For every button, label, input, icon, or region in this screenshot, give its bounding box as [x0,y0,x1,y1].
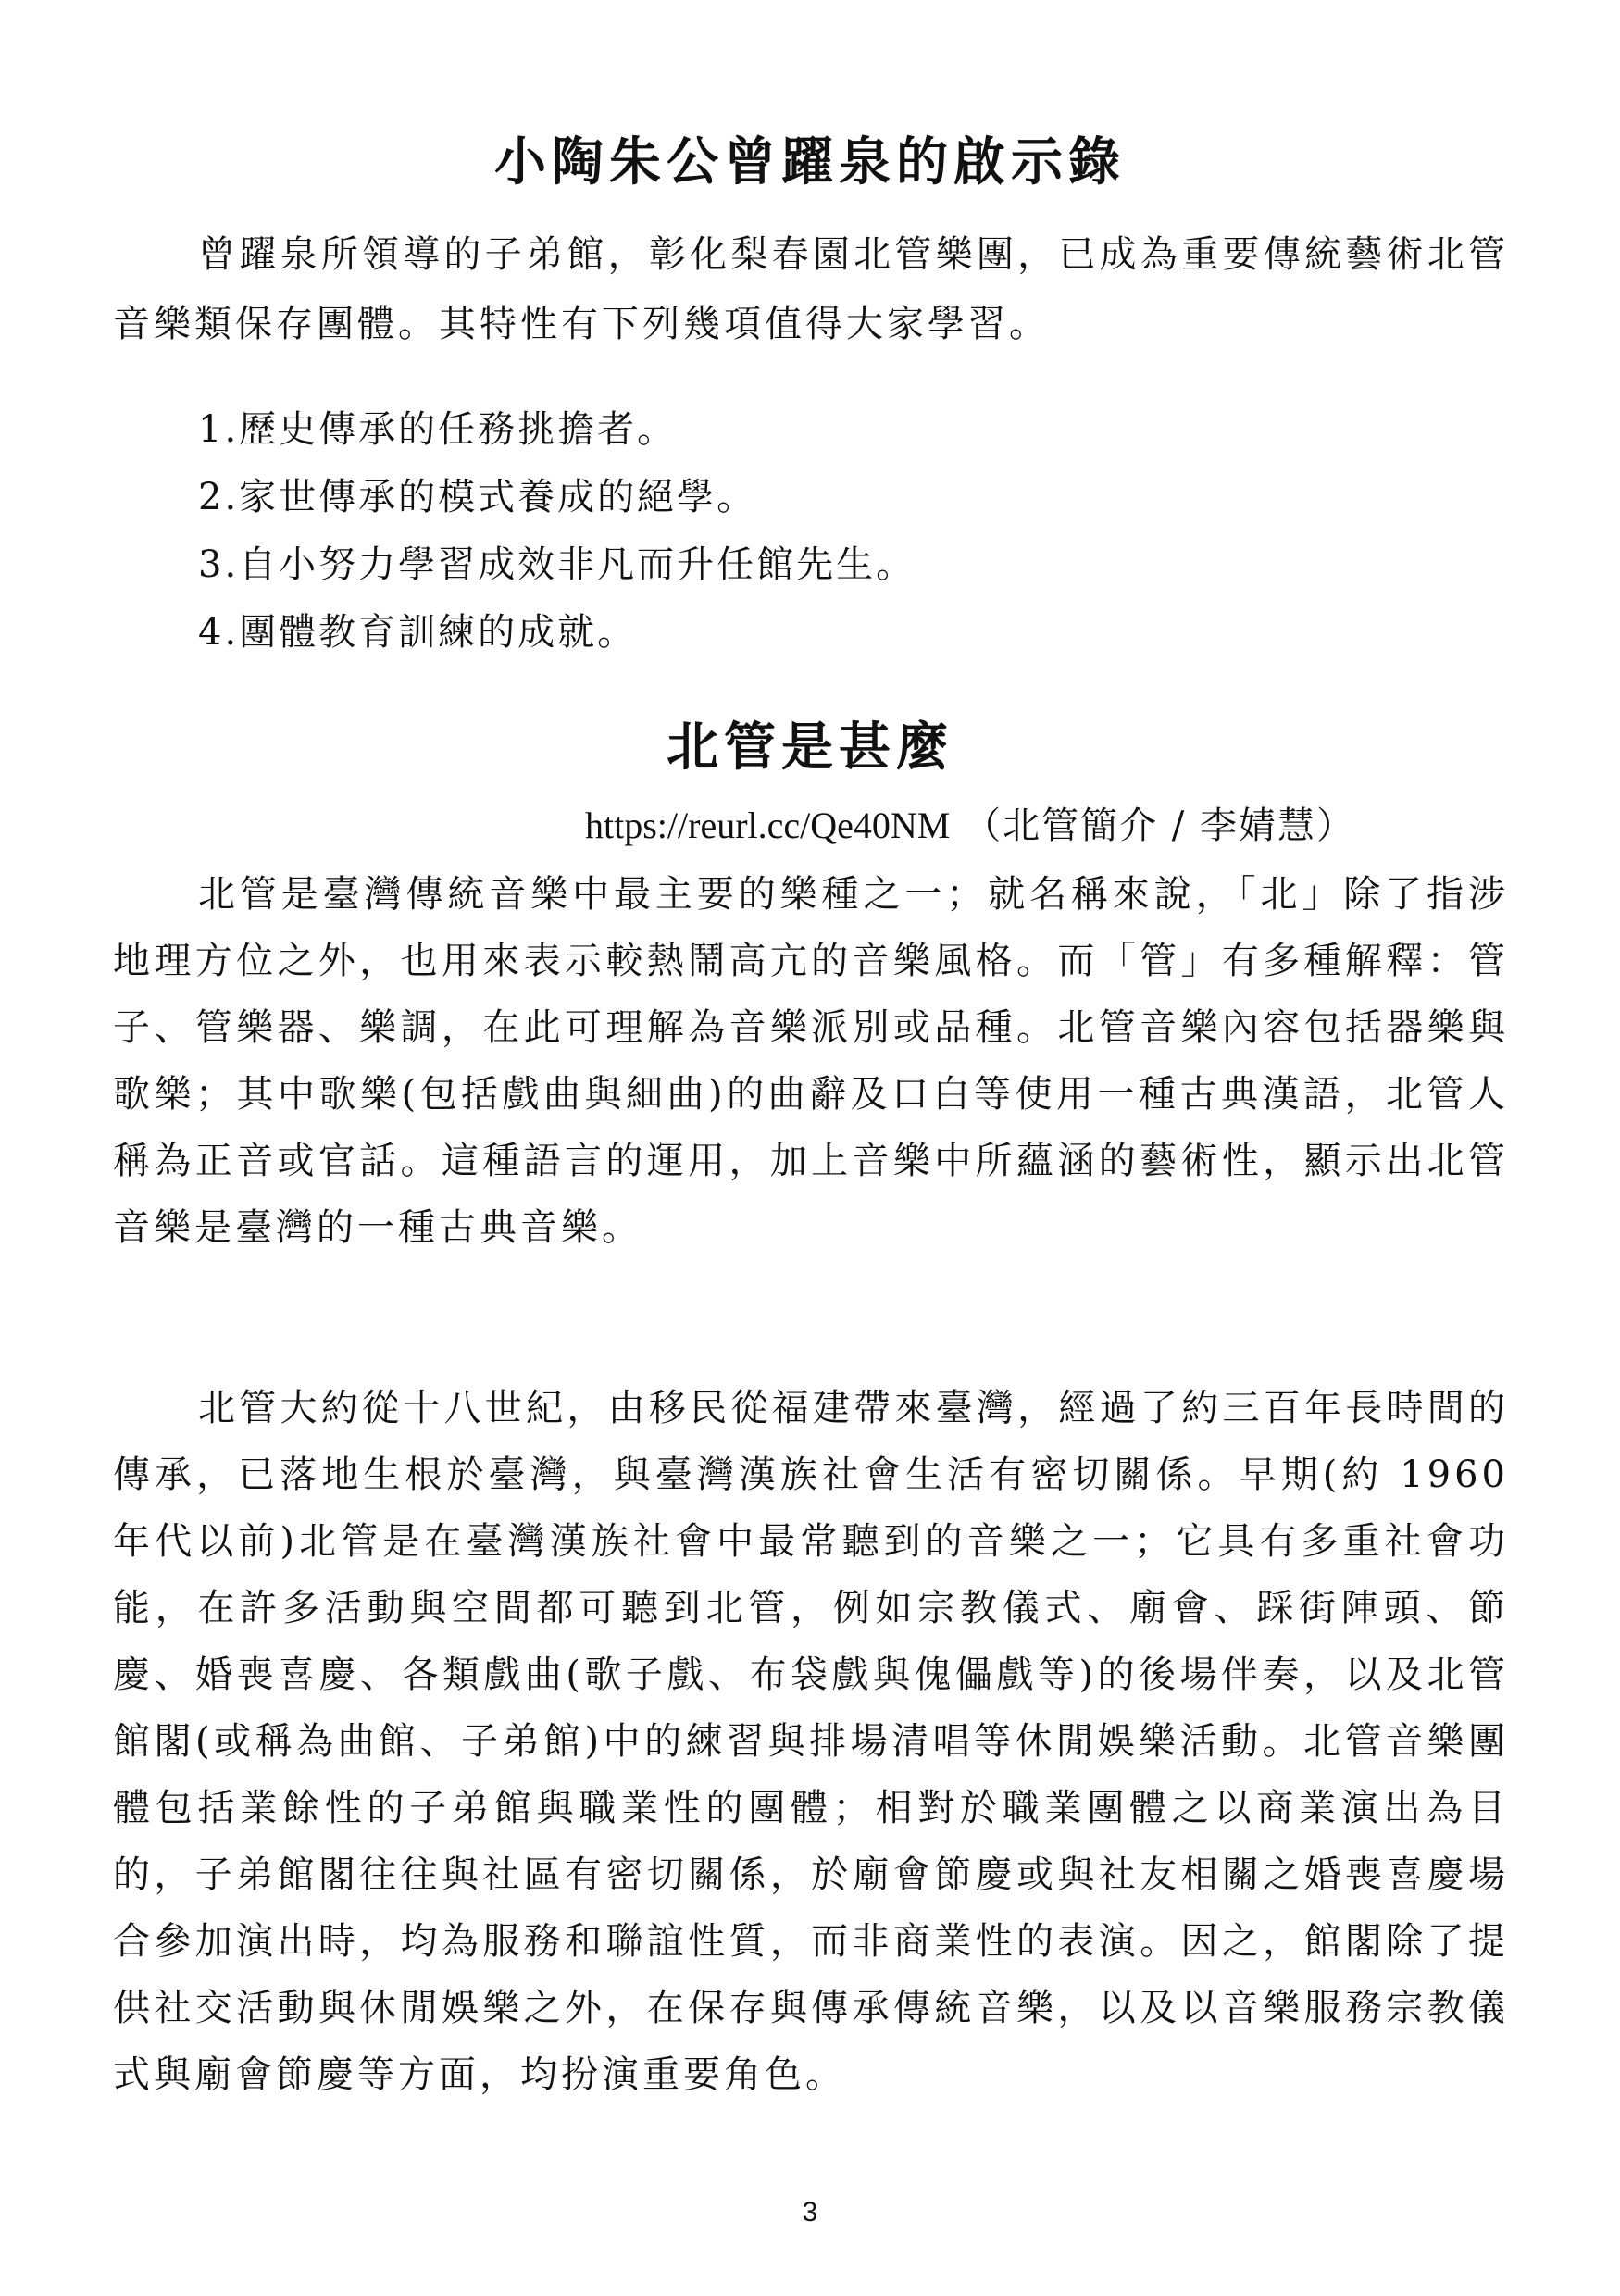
intro-paragraph: 曾躍泉所領導的子弟館，彰化梨春園北管樂團，已成為重要傳統藝術北管音樂類保存團體。其特性有下列幾項值得大家學習。 [113,233,1509,345]
list-item: 1.歷史傳承的任務挑擔者。 [198,408,678,451]
reference-line [585,798,1511,854]
list-item: 4.團體教育訓練的成就。 [198,611,638,654]
page-number: 3 [802,2197,818,2227]
reference-url[interactable]: https://reurl.cc/Qe40NM [585,805,951,846]
list-item: 2.家世傳承的模式養成的絕學。 [198,476,757,518]
list-item: 3.自小努力學習成效非凡而升任館先生。 [198,543,916,586]
section-title-zeng-yuequan: 小陶朱公曾躍泉的啟示錄 [494,131,1126,193]
body-paragraph: 北管大約從十八世紀，由移民從福建帶來臺灣，經過了約三百年長時間的傳承，已落地生根於臺灣，與臺灣漢族社會生活有密切關係。早期(約 1960 年代以前)北管是在臺灣漢族社會中最常聽到的音樂之一；它具有多重社會功能，在許多活動與空間都可聽到北管，例如宗教儀式、廟會、踩街陣頭、節慶、婚喪喜慶、各類戲曲(歌子戲、布袋戲與傀儡戲等)的後場伴奏，以及北管館閣(或稱為曲館、子弟館)中的練習與排場清唱等休閒娛樂活動。北管音樂團體包括業餘性的子弟館與職業性的團體；相對於職業團體之以商業演出為目的，子弟館閣往往與社區有密切關係，於廟會節慶或與社友相關之婚喪喜慶場合參加演出時，均為服務和聯誼性質，而非商業性的表演。因之，館閣除了提供社交活動與休閒娛樂之外，在保存與傳承傳統音樂，以及以音樂服務宗教儀式與廟會節慶等方面，均扮演重要角色。 [113,1387,1509,2096]
section-title-beiguan: 北管是甚麼 [667,717,953,778]
body-paragraph: 北管是臺灣傳統音樂中最主要的樂種之一；就名稱來說，「北」除了指涉地理方位之外，也用來表示較熱鬧高亢的音樂風格。而「管」有多種解釋：管子、管樂器、樂調，在此可理解為音樂派別或品種。北管音樂內容包括器樂與歌樂；其中歌樂(包括戲曲與細曲)的曲辭及口白等使用一種古典漢語，北管人稱為正音或官話。這種語言的運用，加上音樂中所蘊涵的藝術性，顯示出北管音樂是臺灣的一種古典音樂。 [113,873,1509,1249]
traits-list [198,396,916,667]
reference-source: （北管簡介 / 李婧慧） [964,805,1355,847]
